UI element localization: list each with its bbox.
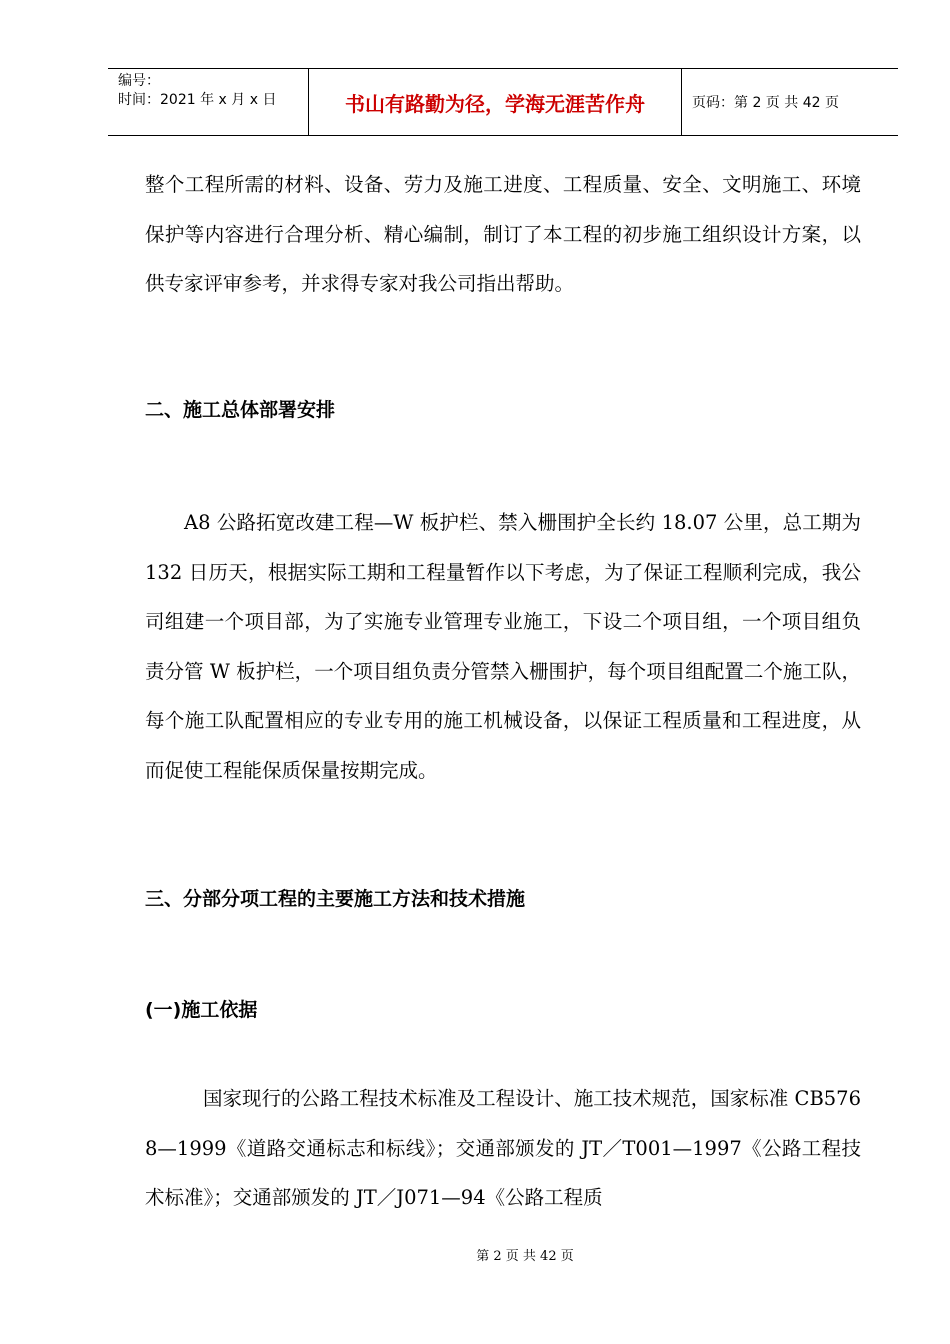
intro-block [145, 160, 861, 309]
section-3-heading: 三、分部分项工程的主要施工方法和技术措施 [145, 888, 526, 910]
page-header [108, 68, 898, 136]
header-page-info: 页码：第 2 页 共 42 页 [692, 95, 839, 111]
subsection-1-heading: (一)施工依据 [145, 999, 258, 1021]
page-footer: 第 2 页 共 42 页 [476, 1249, 574, 1264]
header-motto: 书山有路勤为径，学海无涯苦作舟 [308, 69, 682, 135]
document-number-label: 编号： [118, 73, 160, 89]
intro-paragraph: 整个工程所需的材料、设备、劳力及施工进度、工程质量、安全、文明施工、环境保护等内容进行合理分析、精心编制，制订了本工程的初步施工组织设计方案，以供专家评审参考，并求得专家对我公司指出帮助。 [145, 173, 861, 295]
section-2-paragraph: A8 公路拓宽改建工程—W 板护栏、禁入栅围护全长约 18.07 公里，总工期为 132 日历天，根据实际工期和工程量暂作以下考虑，为了保证工程顺利完成，我公司组建一个项目部，为了实施专业管理专业施工，下设二个项目组，一个项目组负责分管 W 板护栏，一个项目组负责分管禁入栅围护，每个项目组配置二个施工队，每个施工队配置相应的专业专用的施工机械设备，以保证工程质量和工程进度，从而促使工程能保质保量按期完成。 [145, 511, 861, 782]
section-2-block [145, 498, 861, 795]
header-meta [108, 69, 308, 135]
document-date: 时间：2021 年 x 月 x 日 [118, 92, 277, 108]
section-2-heading: 二、施工总体部署安排 [145, 399, 336, 421]
subsection-1-paragraph: 国家现行的公路工程技术标准及工程设计、施工技术规范，国家标准 CB5768—1999《道路交通标志和标线》；交通部颁发的 JT／T001—1997《公路工程技术标准》；交通部颁发的 JT／J071—94《公路工程质 [145, 1087, 861, 1209]
subsection-1-block [145, 1074, 861, 1223]
